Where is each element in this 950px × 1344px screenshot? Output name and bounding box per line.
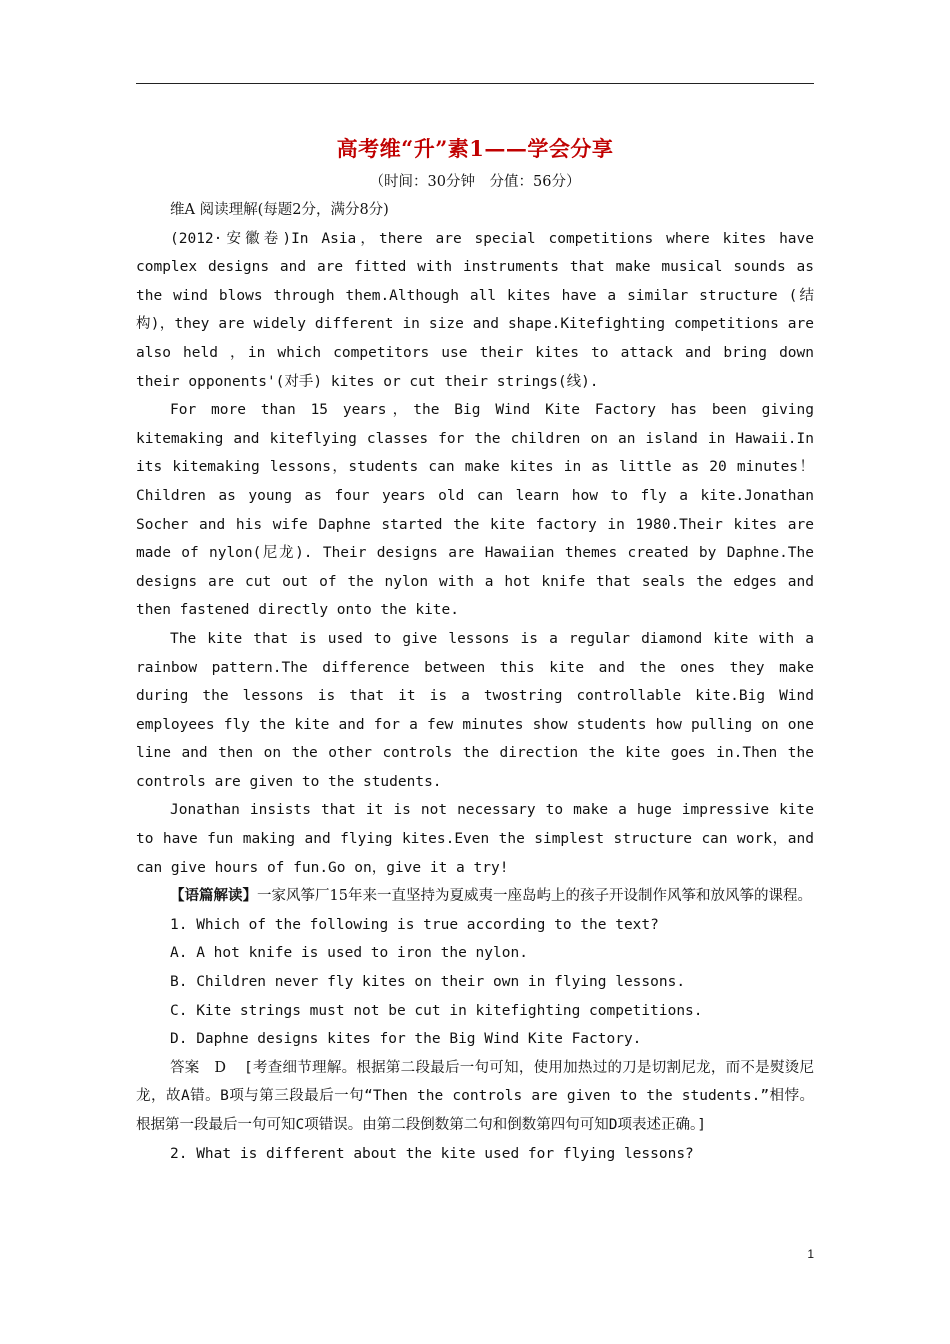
question-1-option-d: D. Daphne designs kites for the Big Wind Kite Factory. [170,1031,642,1048]
document-body [136,196,814,1168]
question-1-option-c: C. Kite strings must not be cut in kitefighting competitions. [170,1002,703,1019]
passage-paragraph-1: (2012·安徽卷)In Asia，there are special competitions where kites have complex designs and are fitted with instruments that make musical sounds as the wind blows through them.Although all kites have a similar structure (结构)，they are widely different in size and shape.Kitefighting competitions are also held ，in which competitors use their kites to attack and bring down their opponents'(对手) kites or cut their strings(线). [136,230,814,390]
passage-paragraph-3: The kite that is used to give lessons is a regular diamond kite with a rainbow pattern.The difference between this kite and the ones they make during the lessons is that it is a twostring controllable kite.Big Wind employees fly the kite and for a few minutes show students how pulling on one line and then on the other controls the direction the kite goes in.Then the controls are given to the students. [136,630,814,790]
question-1-stem: 1. Which of the following is true according to the text? [170,916,659,933]
section-heading: 维A 阅读理解(每题2分，满分8分) [170,202,389,218]
passage-paragraph-2: For more than 15 years，the Big Wind Kite Factory has been giving kitemaking and kiteflying classes for the children on an island in Hawaii.In its kitemaking lessons，students can make kites in as little as 20 minutes！Children as young as four years old can learn how to fly a kite.Jonathan Socher and his wife Daphne started the kite factory in 1980.Their kites are made of nylon(尼龙). Their designs are Hawaiian themes created by Daphne.The designs are cut out of the nylon with a hot knife that seals the edges and then fastened directly onto the kite. [136,402,814,619]
header-rule [136,83,814,84]
analysis-label: 【语篇解读】 [170,887,257,905]
passage-analysis [136,882,814,911]
question-1-option-b: B. Children never fly kites on their own in flying lessons. [170,974,686,991]
question-1-answer [136,1054,814,1140]
answer-explanation: [考查细节理解。根据第二段最后一句可知，使用加热过的刀是切割尼龙，而不是熨烫尼龙，故A错。B项与第三段最后一句“Then the controls are given to the students.”相悖。根据第一段最后一句可知C项错误。由第二段倒数第二句和倒数第四句可知D项表述正确。] [136,1059,814,1133]
question-2-stem: 2. What is different about the kite used for flying lessons? [170,1145,694,1162]
analysis-text: 一家风筝厂15年来一直坚持为夏威夷一座岛屿上的孩子开设制作风筝和放风筝的课程。 [257,888,812,905]
answer-label: 答案 D [170,1059,226,1076]
passage-paragraph-4: Jonathan insists that it is not necessary to make a huge impressive kite to have fun making and flying kites.Even the simplest structure can work，and can give hours of fun.Go on，give it a try! [136,802,814,876]
question-1-option-a: A. A hot knife is used to iron the nylon. [170,945,528,962]
page-title: 高考维“升”素1——学会分享 [336,136,614,161]
page-number: 1 [807,1247,814,1261]
time-and-score: （时间：30分钟 分值：56分） [369,174,581,190]
